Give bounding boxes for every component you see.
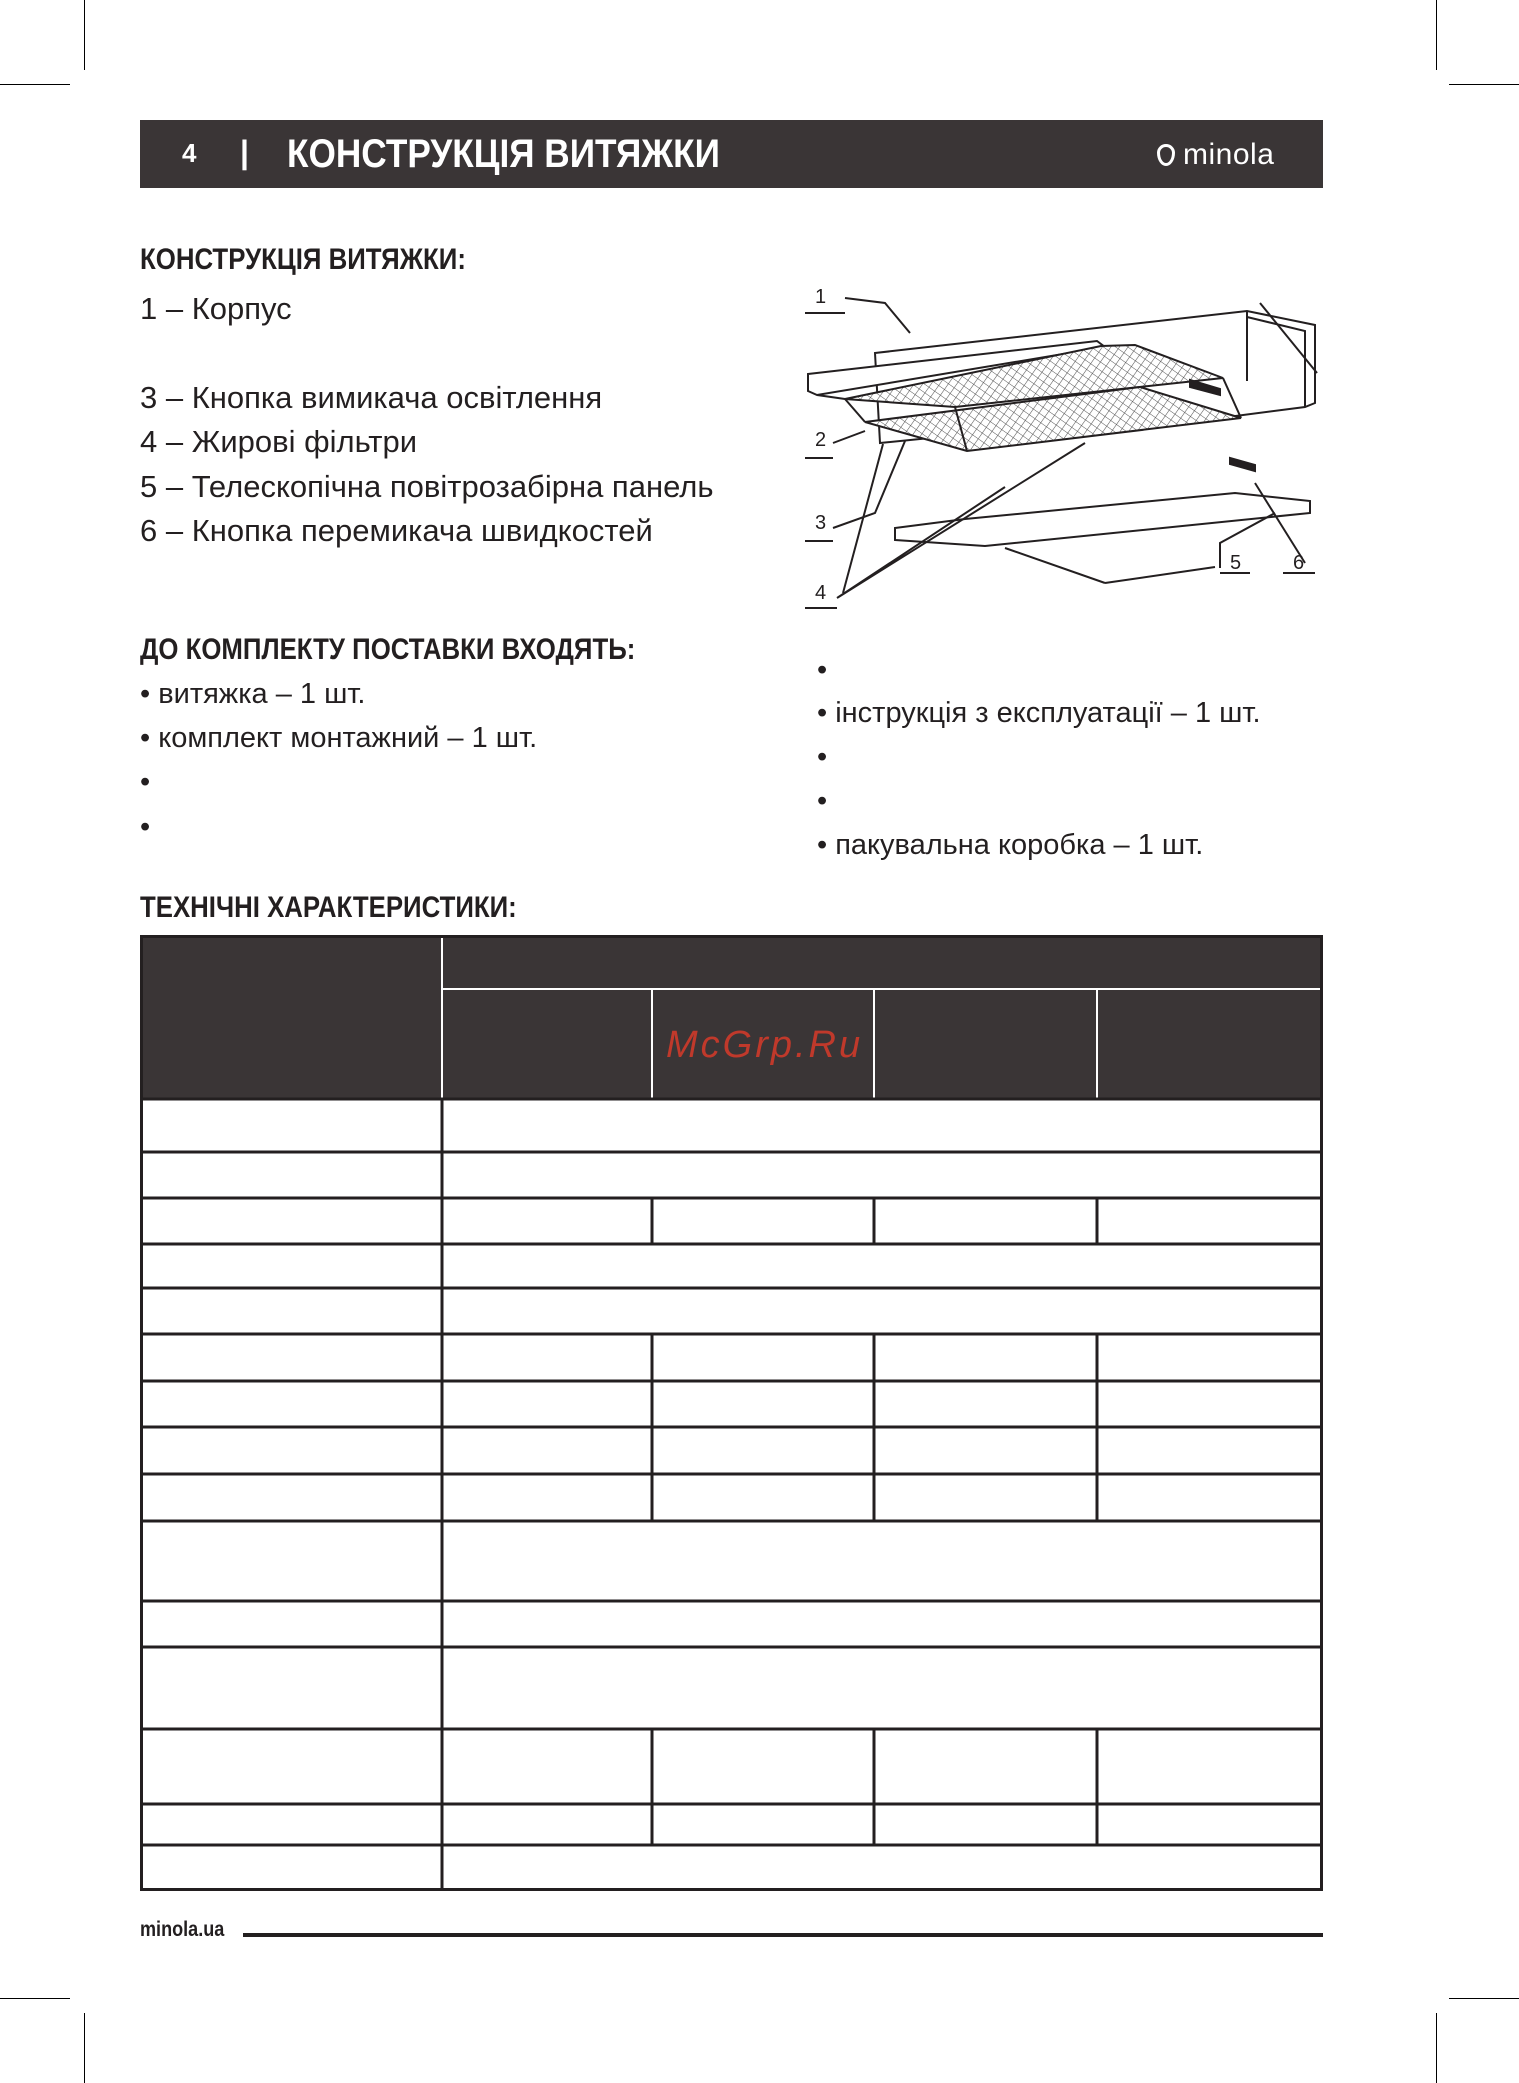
delivery-item: • [140,811,151,843]
crop-mark [84,0,85,70]
footer-rule [243,1933,1323,1937]
delivery-item: • [817,785,828,817]
delivery-item: • пакувальна коробка – 1 шт. [817,829,1204,861]
construction-item: 1 – Корпус [140,291,292,326]
crop-mark [1449,1998,1519,1999]
callout-label: 2 [815,429,827,451]
page-title: КОНСТРУКЦІЯ ВИТЯЖКИ [287,132,720,176]
construction-item: 6 – Кнопка перемикача швидкостей [140,513,653,548]
callout-label: 1 [815,286,827,308]
crop-mark [0,84,70,85]
delivery-item: • [817,741,828,773]
table-header [140,935,1323,1099]
spec-table [140,935,1323,1891]
crop-mark [1436,2013,1437,2083]
callout-label: 6 [1293,552,1305,574]
page-number: 4 [182,138,197,168]
delivery-item: • інструкція з експлуатації – 1 шт. [817,697,1261,729]
construction-item: 4 – Жирові фільтри [140,424,418,459]
callout-label: 5 [1230,552,1242,574]
watermark: McGrp.Ru [666,1024,864,1066]
construction-item: 3 – Кнопка вимикача освітлення [140,380,603,415]
footer-site[interactable]: minola.ua [140,1918,225,1941]
brand-logo [1157,140,1274,170]
crop-mark [1436,0,1437,70]
construction-item: 5 – Телескопічна повітрозабірна панель [140,469,714,504]
delivery-item: • [140,766,151,798]
crop-mark [1449,84,1519,85]
delivery-heading: ДО КОМПЛЕКТУ ПОСТАВКИ ВХОДЯТЬ: [140,633,636,666]
logo-text: minola [1183,138,1275,171]
hood-diagram [805,283,1325,618]
callout-label: 4 [815,582,827,604]
callout-label: 3 [815,512,827,534]
construction-heading: КОНСТРУКЦІЯ ВИТЯЖКИ: [140,243,466,276]
delivery-item: • [817,654,828,686]
header-bar [140,120,1323,188]
header-separator: | [240,134,249,170]
logo-drop-icon [1157,144,1175,166]
delivery-item: • витяжка – 1 шт. [140,678,366,710]
crop-mark [0,1998,70,1999]
crop-mark [84,2013,85,2083]
specs-heading: ТЕХНІЧНІ ХАРАКТЕРИСТИКИ: [140,891,517,924]
delivery-item: • комплект монтажний – 1 шт. [140,722,538,754]
